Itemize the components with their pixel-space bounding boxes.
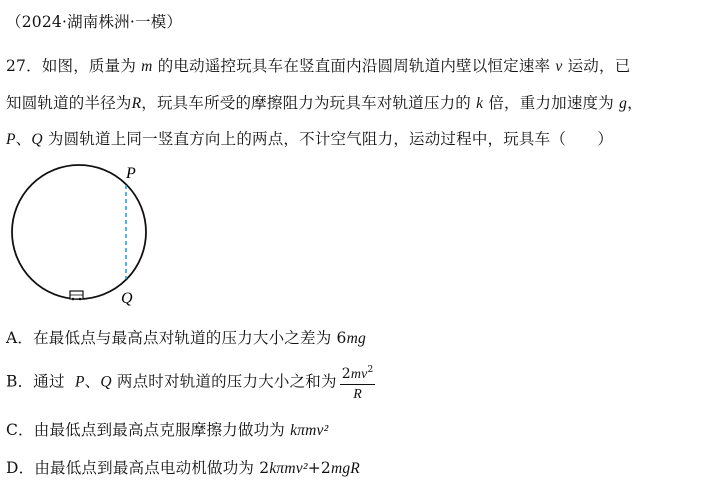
question-line-2 — [6, 91, 643, 113]
expr: kπmv² — [290, 422, 329, 439]
option-text: 两点时对轨道的压力大小之和为 — [116, 372, 337, 391]
option-c[interactable] — [6, 418, 328, 440]
fraction — [340, 362, 376, 403]
expr-d: mgR — [330, 460, 360, 477]
var-P: P — [6, 131, 16, 148]
label-q: Q — [121, 290, 133, 307]
var-g: g — [619, 95, 628, 112]
option-text: 由最低点到最高点电动机做功为 — [34, 459, 255, 477]
question-line-1 — [6, 54, 630, 76]
var-m: m — [141, 58, 153, 75]
q-text: 的电动遥控玩具车在竖直面内沿圆周轨道内壁以恒定速率 — [157, 57, 551, 75]
option-text: 由最低点到最高点克服摩擦力做功为 — [33, 421, 285, 439]
option-text: 、 — [84, 372, 101, 391]
q-text: 为圆轨道上同一竖直方向上的两点，不计空气阻力，运动过程中，玩具车（ ） — [47, 130, 614, 148]
q-text: 运动，已 — [567, 57, 631, 75]
option-text: 通过 — [33, 372, 65, 391]
q-text: 如图，质量为 — [41, 57, 137, 75]
option-letter: B． — [6, 372, 34, 391]
q-text: 、 — [15, 130, 32, 148]
q-text: 倍，重力加速度为 — [488, 94, 614, 112]
option-letter: D． — [6, 459, 35, 477]
label-p: P — [126, 165, 136, 182]
question-line-3 — [6, 127, 613, 149]
q-text: ，玩具车所受的摩擦阻力为玩具车对轨道压力的 — [141, 94, 471, 112]
circular-track-figure — [8, 164, 158, 314]
var-v: v — [555, 58, 563, 75]
option-letter: A． — [6, 329, 34, 347]
q-text: ， — [627, 94, 643, 112]
expr-b: kπmv² — [269, 460, 308, 477]
q-text: 知圆轨道的半径为 — [6, 94, 132, 112]
fraction-numerator: $2mv^2$ — [340, 362, 376, 385]
var-Q: Q — [100, 373, 112, 391]
option-d[interactable] — [6, 456, 360, 478]
expr-a: 2 — [259, 459, 270, 477]
expr-c: +2 — [307, 459, 331, 477]
fraction-denominator: R — [353, 387, 362, 402]
var-P: P — [74, 373, 85, 391]
expr-num: 6 — [336, 329, 347, 347]
var-R: R — [131, 95, 142, 112]
option-text: 在最低点与最高点对轨道的压力大小之差为 — [33, 329, 332, 347]
var-k: k — [476, 95, 484, 112]
source-tag: （2024·湖南株洲·一模） — [6, 13, 183, 31]
var-Q: Q — [31, 131, 43, 148]
expr-var: mg — [346, 330, 366, 347]
option-b[interactable] — [6, 362, 375, 403]
option-letter: C． — [6, 421, 34, 439]
question-number: 27． — [6, 57, 42, 75]
toy-car-icon — [70, 291, 83, 300]
option-a[interactable] — [6, 326, 366, 348]
